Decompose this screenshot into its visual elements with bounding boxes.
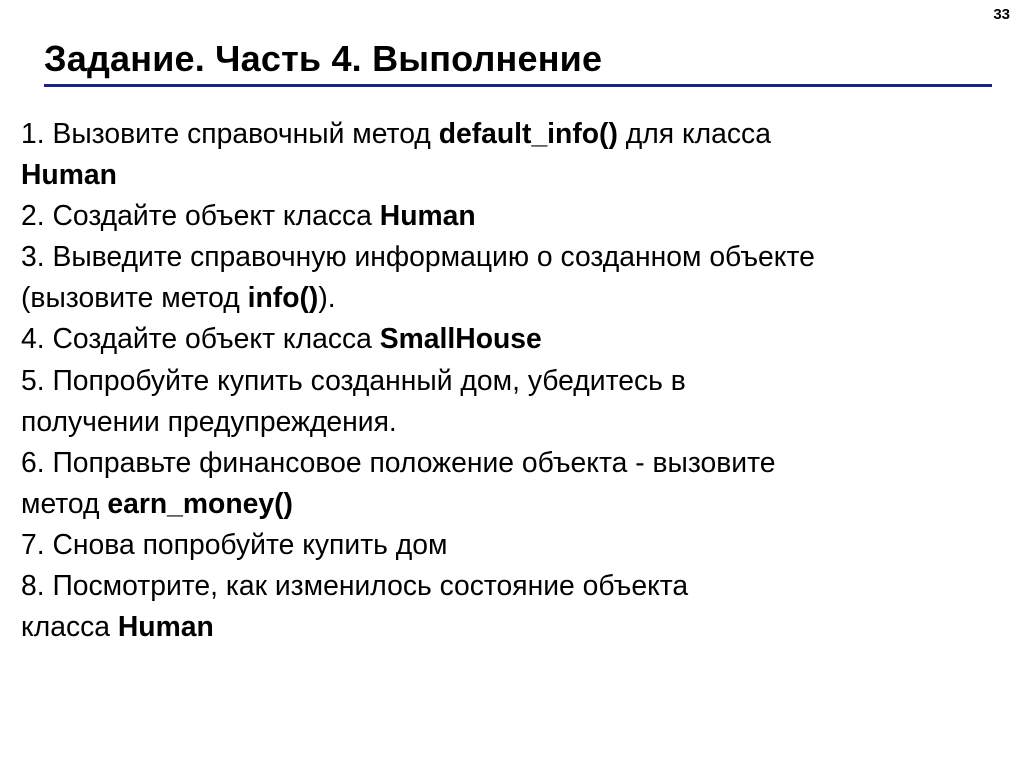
task-item-2 bbox=[21, 195, 1006, 236]
task-7-text: 7. Снова попробуйте купить дом bbox=[21, 527, 448, 560]
task-item-4 bbox=[21, 318, 1006, 359]
task-3-text-cont: (вызовите метод bbox=[21, 281, 248, 314]
task-1-text-cont: для класса bbox=[617, 117, 771, 149]
title-underline bbox=[44, 84, 992, 87]
task-2-text: 2. Создайте объект класса bbox=[21, 199, 380, 232]
task-1-class: Human bbox=[21, 158, 117, 191]
task-list bbox=[21, 113, 1006, 647]
task-1-text: 1. Вызовите справочный метод bbox=[21, 117, 439, 149]
task-item-3 bbox=[21, 236, 1006, 318]
task-2-class: Human bbox=[379, 199, 476, 232]
task-8-class: Human bbox=[117, 610, 214, 643]
task-6-text-cont: метод bbox=[21, 486, 108, 519]
task-item-5 bbox=[21, 360, 1006, 442]
task-6-text: 6. Поправьте финансовое положение объекта - вызовите bbox=[21, 445, 776, 478]
task-8-text: 8. Посмотрите, как изменилось состояние объекта bbox=[21, 569, 689, 602]
slide-number: 33 bbox=[993, 6, 1010, 23]
task-1-method: default_info() bbox=[438, 117, 618, 149]
task-8-text-cont: класса bbox=[21, 610, 118, 643]
task-3-text: 3. Выведите справочную информацию о созданном объекте bbox=[21, 240, 815, 273]
task-5-text: 5. Попробуйте купить созданный дом, убедитесь в bbox=[21, 363, 686, 396]
task-item-7 bbox=[21, 524, 1006, 565]
task-6-method: earn_money() bbox=[107, 486, 293, 519]
slide-title: Задание. Часть 4. Выполнение bbox=[44, 38, 603, 79]
task-item-8 bbox=[21, 565, 1006, 647]
task-item-1 bbox=[21, 113, 1006, 195]
task-5-text-cont: получении предупреждения. bbox=[21, 404, 397, 437]
task-4-class: SmallHouse bbox=[379, 322, 542, 355]
task-4-text: 4. Создайте объект класса bbox=[21, 322, 380, 355]
task-3-method: info() bbox=[247, 281, 319, 314]
task-3-text-end: ). bbox=[318, 281, 336, 314]
task-item-6 bbox=[21, 442, 1006, 524]
